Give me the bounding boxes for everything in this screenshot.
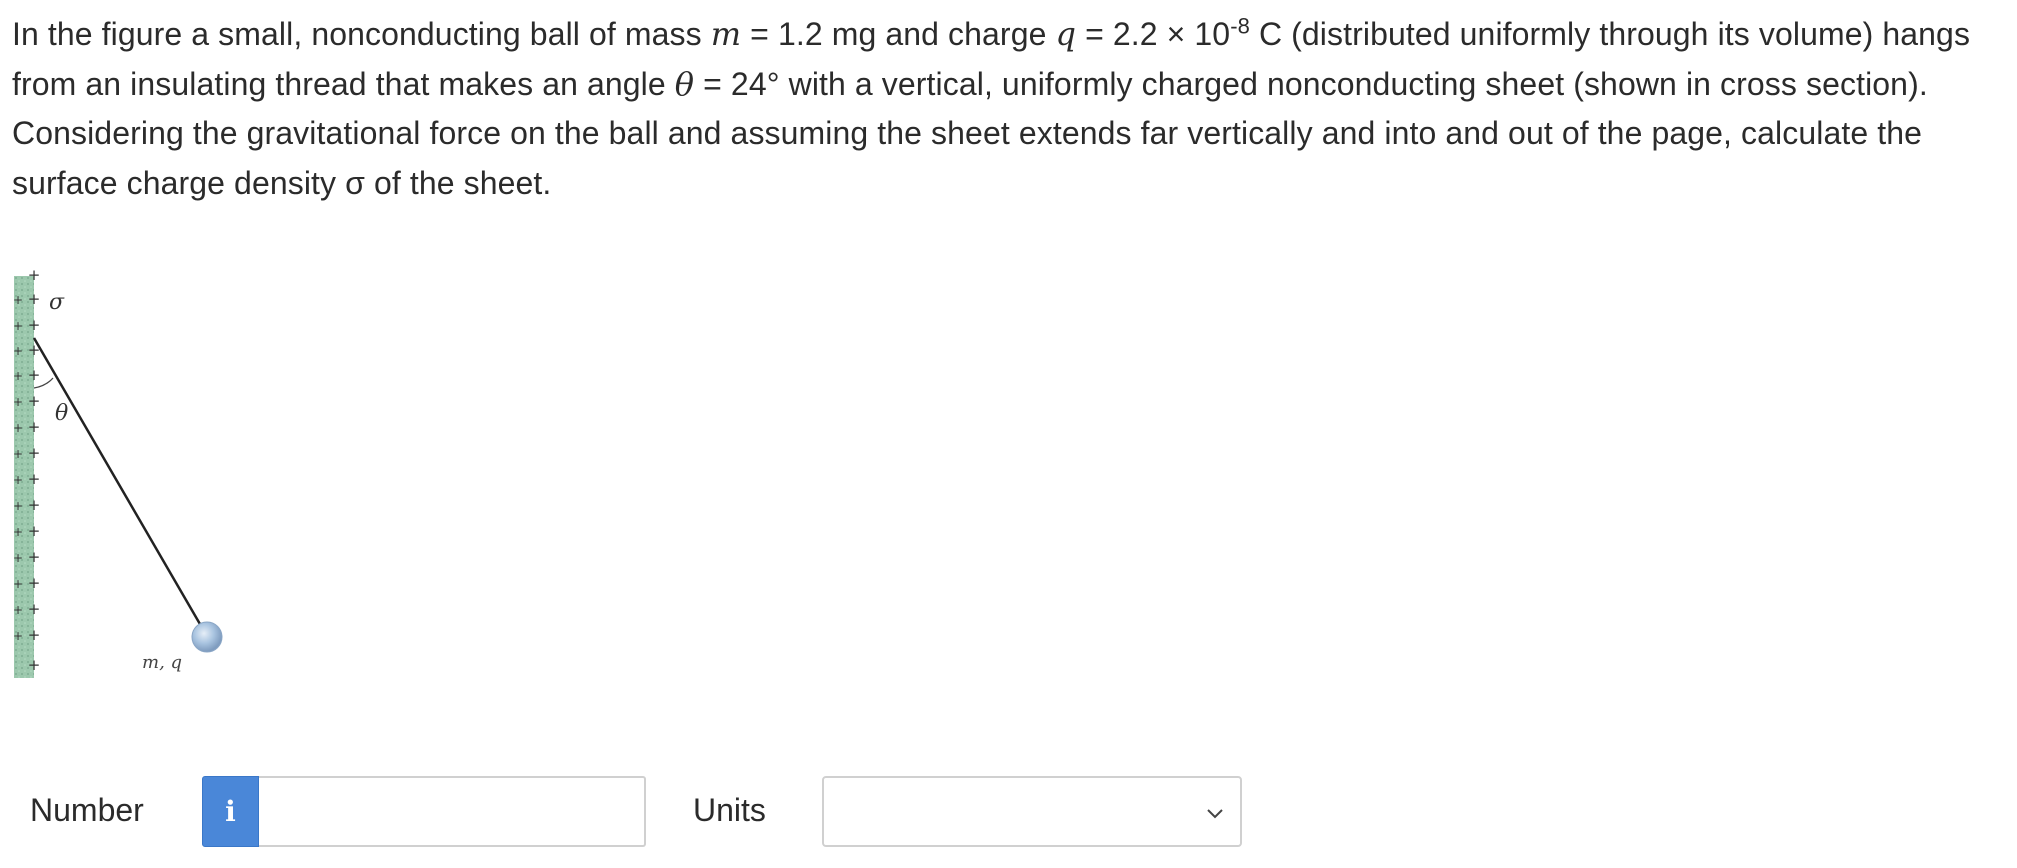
plus-sign: + (27, 548, 41, 566)
plus-sign: + (27, 341, 41, 359)
plus-sign: + (27, 574, 41, 592)
plus-sign: + (27, 522, 41, 540)
plus-sign: + (27, 656, 41, 674)
exponent: -8 (1230, 13, 1250, 39)
question-part-3: = 2.2 × 10 (1076, 16, 1231, 52)
charged-ball (192, 622, 222, 652)
thread (34, 338, 204, 631)
plus-sign: + (12, 577, 24, 591)
pendulum-figure (8, 258, 248, 698)
plus-sign: + (27, 316, 41, 334)
charge-variable: q (1055, 15, 1077, 53)
ball-label: m, q (142, 652, 183, 673)
units-label: Units (693, 792, 766, 828)
question-part-4: C (distributed uniformly through its volume) hangs from an insulating thread that makes an angle (12, 16, 1971, 102)
question-part-2: = 1.2 mg and charge (741, 16, 1056, 52)
question-part-5: = 24° with a vertical, uniformly charged nonconducting sheet (shown in cross section). Considering the gravitational force on the ball and assuming the sheet extends far vertically and into and out of the page, calculate the surface charge density σ of the sheet. (12, 65, 1928, 201)
plus-sign: + (12, 395, 24, 409)
plus-sign: + (27, 266, 41, 284)
plus-sign: + (12, 629, 24, 643)
plus-sign: + (12, 421, 24, 435)
number-label: Number (30, 792, 144, 828)
mass-variable: m (710, 15, 742, 53)
plus-sign: + (27, 418, 41, 436)
number-input[interactable] (259, 776, 646, 847)
plus-sign: + (27, 392, 41, 410)
plus-sign: + (12, 525, 24, 539)
plus-sign: + (27, 600, 41, 618)
theta-label: θ (55, 401, 69, 426)
plus-sign: + (12, 447, 24, 461)
question-part-1: In the figure a small, nonconducting ball of mass (12, 16, 711, 52)
plus-sign: + (12, 344, 24, 358)
plus-sign: + (27, 626, 41, 644)
question-text (12, 10, 2007, 208)
plus-sign: + (27, 496, 41, 514)
plus-sign: + (12, 551, 24, 565)
chevron-down-icon (1204, 802, 1226, 824)
angle-variable: θ (674, 64, 695, 103)
units-select[interactable] (822, 776, 1242, 847)
plus-sign: + (27, 290, 41, 308)
plus-sign: + (27, 470, 41, 488)
plus-sign: + (12, 319, 24, 333)
plus-sign: + (12, 369, 24, 383)
sigma-label: σ (49, 290, 65, 315)
answer-row (0, 774, 1300, 849)
plus-sign: + (12, 499, 24, 513)
plus-sign: + (12, 473, 24, 487)
info-icon[interactable]: i (202, 776, 259, 847)
plus-sign: + (27, 444, 41, 462)
plus-sign: + (27, 366, 41, 384)
plus-sign: + (12, 603, 24, 617)
plus-sign: + (12, 293, 24, 307)
